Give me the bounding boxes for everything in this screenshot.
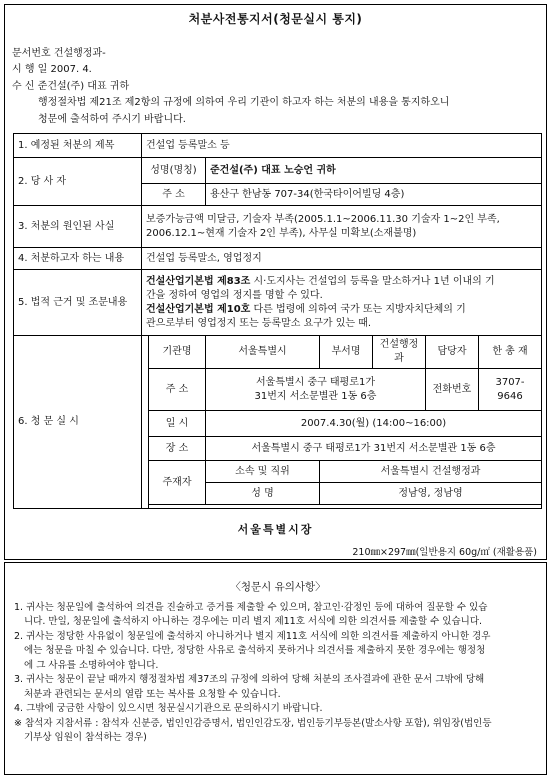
r5-text-2a: 다른 법령에 의하여 국가 또는 지방자치단체의 기 bbox=[250, 303, 466, 315]
r5-text-1a: 시·도지사는 건설업의 등록을 말소하거나 1년 이내의 기 bbox=[250, 275, 495, 287]
r1-value: 건설업 등록말소 등 bbox=[142, 134, 542, 158]
r4-value: 건설업 등록말소, 영업정지 bbox=[142, 248, 542, 270]
r2-name-value: 준건설(주) 대표 노승언 귀하 bbox=[206, 158, 542, 184]
row-content bbox=[14, 248, 542, 270]
notice-line-1: 1. 귀사는 청문일에 출석하여 의견을 진술하고 증거를 제출할 수 있으며, 참고인·감정인 등에 대하여 질문할 수 있습 bbox=[14, 601, 488, 613]
r2-addr-value: 용산구 한남동 707-34(한국타이어빌딩 4층) bbox=[206, 184, 542, 206]
r5-law-2: 건설산업기본법 제10호 bbox=[146, 303, 251, 315]
time-value: 2007.4.30(월) (14:00~16:00) bbox=[206, 411, 542, 437]
notice-heading: 〈청문시 유의사항〉 bbox=[230, 581, 326, 593]
notice-line-8: 4. 그밖에 궁금한 사항이 있으시면 청문실시기관으로 문의하시기 바랍니다. bbox=[14, 703, 323, 714]
notice-line-5: 에 그 사유를 소명하여야 합니다. bbox=[24, 659, 159, 671]
intro-line-1: 행정절차법 제21조 제2항의 규정에 의하여 우리 기관이 하고자 하는 처분의 내용을 통지하오니 bbox=[38, 97, 450, 108]
row-law bbox=[14, 270, 542, 336]
r3-value-line-1: 보증가능금액 미달금, 기술자 부족(2005.1.1~2006.11.30 기술자 1~2인 부족, bbox=[146, 213, 500, 225]
agency-label: 기관명 bbox=[149, 336, 206, 369]
notice-section bbox=[14, 580, 542, 746]
host-pos-value: 서울특별시 건설행정과 bbox=[320, 461, 542, 483]
doc-number: 문서번호 건설행정과- bbox=[12, 48, 106, 59]
phone-value: 3707-9646 bbox=[479, 369, 542, 411]
recipient: 수 신 준건설(주) 대표 귀하 bbox=[12, 81, 130, 92]
issue-date: 시 행 일 2007. 4. bbox=[12, 64, 92, 75]
officer-value: 한 총 재 bbox=[479, 336, 542, 369]
notice-form-table bbox=[13, 133, 542, 509]
row-title bbox=[14, 134, 542, 158]
r4-label: 4. 처분하고자 하는 내용 bbox=[14, 248, 142, 270]
addr-value bbox=[206, 369, 426, 411]
place-value: 서울특별시 중구 태평로1가 31번지 서소문별관 1동 6층 bbox=[206, 437, 542, 461]
host-name-value: 정남영, 정남영 bbox=[320, 483, 542, 505]
r5-value bbox=[142, 270, 542, 336]
notice-line-10: 기부상 임원이 참석하는 경우) bbox=[24, 732, 147, 743]
intro-line-2: 청문에 출석하여 주시기 바랍니다. bbox=[38, 114, 186, 125]
notice-line-6: 3. 귀사는 청문이 끝날 때까지 행정절차법 제37조의 규정에 의하여 당해 처분의 조사결과에 관한 문서 그밖에 당해 bbox=[14, 674, 485, 685]
notice-line-3: 2. 귀사는 정당한 사유없이 청문일에 출석하지 아니하거나 별지 제11호 서식에 의한 의견서를 제출하지 아니한 경우 bbox=[14, 630, 491, 642]
r2-label: 2. 당 사 자 bbox=[14, 158, 142, 206]
notice-line-2: 니다. 만일, 청문일에 출석하지 아니하는 경우에는 미리 별지 제11호 서식에 의한 의견서를 제출할 수 있습니다. bbox=[24, 616, 483, 627]
dept-label: 부서명 bbox=[320, 336, 373, 369]
hearing-bottom-spacer bbox=[149, 505, 542, 509]
r2-name-label: 성명(명칭) bbox=[142, 158, 206, 184]
r2-addr-label: 주 소 bbox=[142, 184, 206, 206]
r3-value-line-2: 2006.12.1~현재 기술자 2인 부족), 사무실 미확보(소재불명) bbox=[146, 227, 417, 239]
phone-label: 전화번호 bbox=[426, 369, 479, 411]
host-name-label: 성 명 bbox=[206, 483, 320, 505]
paper-spec: 210㎜×297㎜(일반용지 60g/㎡ (재활용품) bbox=[352, 547, 537, 558]
r6-spacer bbox=[142, 336, 149, 509]
officer-label: 담당자 bbox=[426, 336, 479, 369]
r6-label: 6. 청 문 실 시 bbox=[14, 336, 142, 509]
r1-label: 1. 예정된 처분의 제목 bbox=[14, 134, 142, 158]
time-label: 일 시 bbox=[149, 411, 206, 437]
r5-text-1b: 간을 정하여 영업의 정지를 명할 수 있다. bbox=[146, 289, 323, 301]
r3-value bbox=[142, 206, 542, 248]
r5-label: 5. 법적 근거 및 조문내용 bbox=[14, 270, 142, 336]
issuer-seal-text: 서울특별시장 bbox=[237, 523, 314, 536]
row-party-name bbox=[14, 158, 542, 184]
addr-label: 주 소 bbox=[149, 369, 206, 411]
notice-line-4: 에는 청문을 마칠 수 있습니다. 다만, 정당한 사유로 출석하지 못하거나 의견서를 제출하지 못한 경우에는 행정청 bbox=[24, 645, 486, 656]
r3-label: 3. 처분의 원인된 사실 bbox=[14, 206, 142, 248]
document-title: 처분사전통지서(청문실시 통지) bbox=[188, 12, 363, 26]
row-facts bbox=[14, 206, 542, 248]
row-hearing-agency bbox=[14, 336, 542, 369]
addr-value-line-2: 31번지 서소문별관 1동 6층 bbox=[254, 390, 377, 402]
host-pos-label: 소속 및 직위 bbox=[206, 461, 320, 483]
place-label: 장 소 bbox=[149, 437, 206, 461]
host-label: 주재자 bbox=[149, 461, 206, 505]
agency-value: 서울특별시 bbox=[206, 336, 320, 369]
dept-value: 건설행정과 bbox=[373, 336, 426, 369]
r5-law-1: 건설산업기본법 제83조 bbox=[146, 275, 251, 287]
r5-text-2b: 관으로부터 영업정지 또는 등록말소 요구가 있는 때. bbox=[146, 317, 372, 329]
addr-value-line-1: 서울특별시 중구 태평로1가 bbox=[256, 376, 375, 388]
notice-line-9: ※ 참석자 지참서류 : 참석자 신분증, 법인인감증명서, 법인인감도장, 법인등기부등본(발소사항 포함), 위임장(법인등 bbox=[14, 717, 492, 729]
notice-line-7: 처분과 관련되는 문서의 열람 또는 복사를 요청할 수 있습니다. bbox=[24, 688, 281, 700]
